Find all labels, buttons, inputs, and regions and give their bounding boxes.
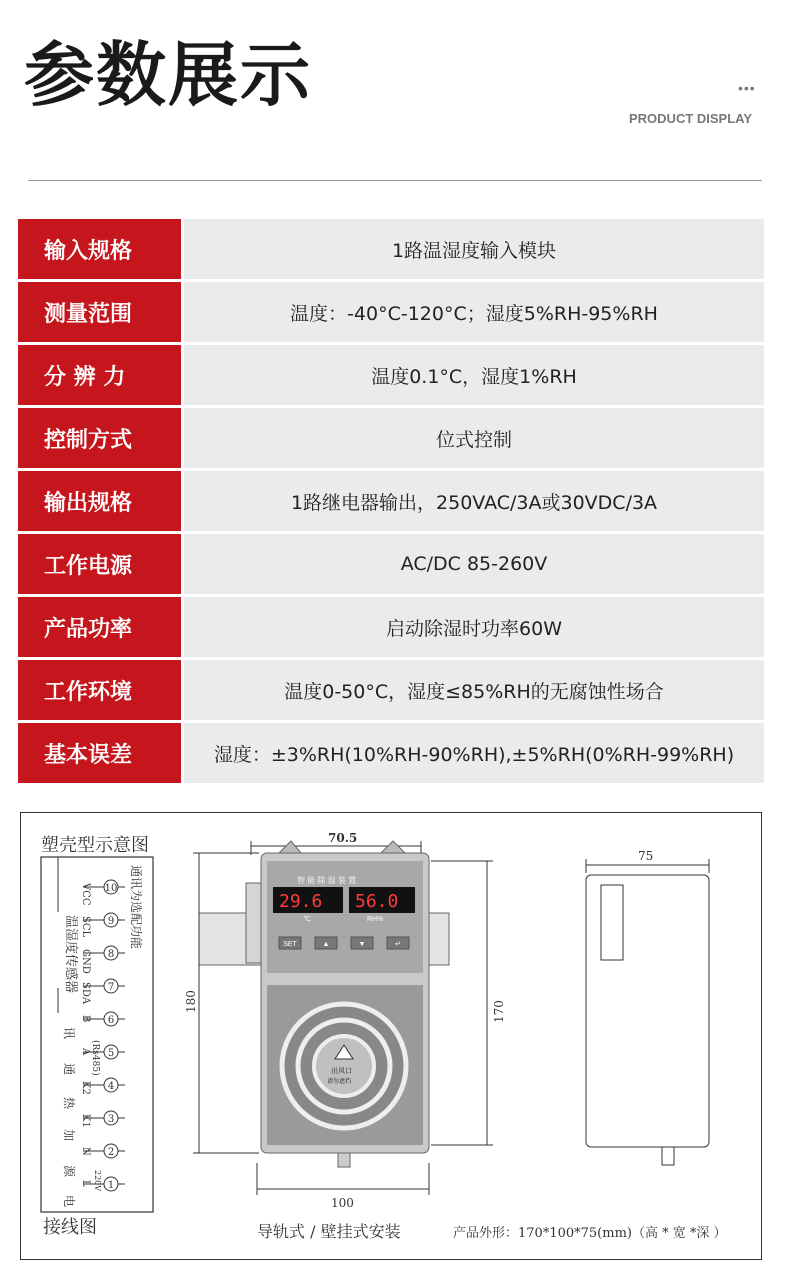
terminal-pin: SCL: [80, 916, 91, 938]
spec-table: [18, 219, 764, 786]
fan-label-2: 请勿遮挡: [327, 1079, 352, 1085]
terminal-number: 4: [107, 1081, 115, 1092]
install-label: 导轨式 / 壁挂式安装: [257, 1222, 401, 1241]
spec-value: 湿度：±3%RH(10%RH-90%RH),±5%RH(0%RH-99%RH): [184, 723, 764, 783]
diagram-svg: [21, 813, 763, 1261]
spec-label: 输入规格: [18, 219, 181, 279]
spec-value: 启动除湿时功率60W: [184, 597, 764, 657]
spec-value: 温度0-50°C，湿度≤85%RH的无腐蚀性场合: [184, 660, 764, 720]
spec-row: [18, 534, 764, 594]
page-subtitle: PRODUCT DISPLAY: [629, 111, 753, 126]
hum-unit: RH%: [367, 916, 384, 923]
spec-value: 1路继电器输出，250VAC/3A或30VDC/3A: [184, 471, 764, 531]
device-button-label: ▼: [358, 941, 366, 948]
spec-label: 分 辨 力: [18, 345, 181, 405]
dim-side: 75: [638, 849, 654, 863]
spec-row: [18, 471, 764, 531]
hanger-right: [381, 841, 405, 853]
temp-unit: ℃: [303, 916, 311, 923]
terminal-pin: K2: [80, 1081, 91, 1095]
spec-row: [18, 408, 764, 468]
terminal-number: 1: [107, 1180, 115, 1191]
terminal-pin: K1: [80, 1114, 91, 1128]
terminal-number: 6: [107, 1015, 115, 1026]
page-title: 参数展示: [24, 34, 312, 116]
terminal-pin: A: [80, 1048, 91, 1056]
more-dots-icon: •••: [738, 80, 756, 96]
terminal-number: 10: [104, 883, 118, 894]
terminal-pin: VCC: [80, 883, 91, 906]
spec-row: [18, 723, 764, 783]
dim-bottom: 100: [331, 1196, 354, 1210]
terminal-number: 7: [107, 982, 115, 993]
spec-label: 基本误差: [18, 723, 181, 783]
terminal-number: 9: [107, 916, 115, 927]
spec-row: [18, 345, 764, 405]
size-label: 产品外形：170*100*75(mm)（高 * 宽 *深 ）: [453, 1226, 727, 1241]
spec-value: 1路温湿度输入模块: [184, 219, 764, 279]
spec-label: 产品功率: [18, 597, 181, 657]
device-button-label: SET: [283, 941, 297, 948]
terminal-pin: N: [80, 1147, 91, 1156]
terminal-number: 5: [107, 1048, 115, 1059]
fan-label-1: 出风口: [331, 1068, 352, 1075]
spec-row: [18, 282, 764, 342]
terminal-pin: B: [80, 1015, 91, 1023]
hanger-left: [279, 841, 301, 853]
shell-label: 塑壳型示意图: [41, 835, 149, 856]
spec-row: [18, 219, 764, 279]
dim-top: 70.5: [328, 831, 358, 845]
terminal-number: 2: [107, 1147, 115, 1158]
cable-gland: [338, 1153, 350, 1167]
device-button-label: ↵: [395, 941, 401, 948]
side-clip: [601, 885, 623, 960]
terminal-pin: GND: [80, 949, 91, 974]
terminal-number: 3: [107, 1114, 115, 1125]
spec-label: 工作电源: [18, 534, 181, 594]
terminal-group: 源: [62, 1165, 76, 1178]
terminal-group: 通: [62, 1063, 76, 1076]
spec-value: 位式控制: [184, 408, 764, 468]
terminal-number: 8: [107, 949, 115, 960]
comm-note: 通讯为选配功能: [129, 865, 143, 950]
spec-label: 工作环境: [18, 660, 181, 720]
spec-value: 温度：-40°C-120°C；湿度5%RH-95%RH: [184, 282, 764, 342]
spec-row: [18, 597, 764, 657]
device-button-label: ▲: [322, 941, 330, 948]
temp-reading: 29.6: [279, 891, 323, 912]
wiring-label: 接线图: [43, 1217, 97, 1238]
spec-label: 测量范围: [18, 282, 181, 342]
terminal-group: 电: [62, 1195, 76, 1208]
dim-right: 170: [492, 1000, 506, 1023]
voltage-label: 220V: [93, 1170, 102, 1192]
terminal-group: 加: [62, 1129, 76, 1142]
dimension-figure: [20, 812, 762, 1260]
terminal-group: 热: [62, 1097, 76, 1110]
spec-value: 温度0.1°C，湿度1%RH: [184, 345, 764, 405]
spec-label: 输出规格: [18, 471, 181, 531]
divider: [28, 180, 762, 181]
dim-left: 180: [184, 990, 198, 1013]
hum-reading: 56.0: [355, 891, 399, 912]
spec-label: 控制方式: [18, 408, 181, 468]
terminal-pin: SDA: [80, 982, 91, 1005]
rs485-label: (Rs485): [90, 1040, 100, 1076]
spec-row: [18, 660, 764, 720]
terminal-group: 讯: [62, 1027, 76, 1040]
terminal-pin: L: [80, 1180, 91, 1187]
sensor-label: 温湿度传感器: [63, 915, 78, 994]
device-title: 智 能 除 湿 装 置: [297, 876, 357, 885]
spec-value: AC/DC 85-260V: [184, 534, 764, 594]
